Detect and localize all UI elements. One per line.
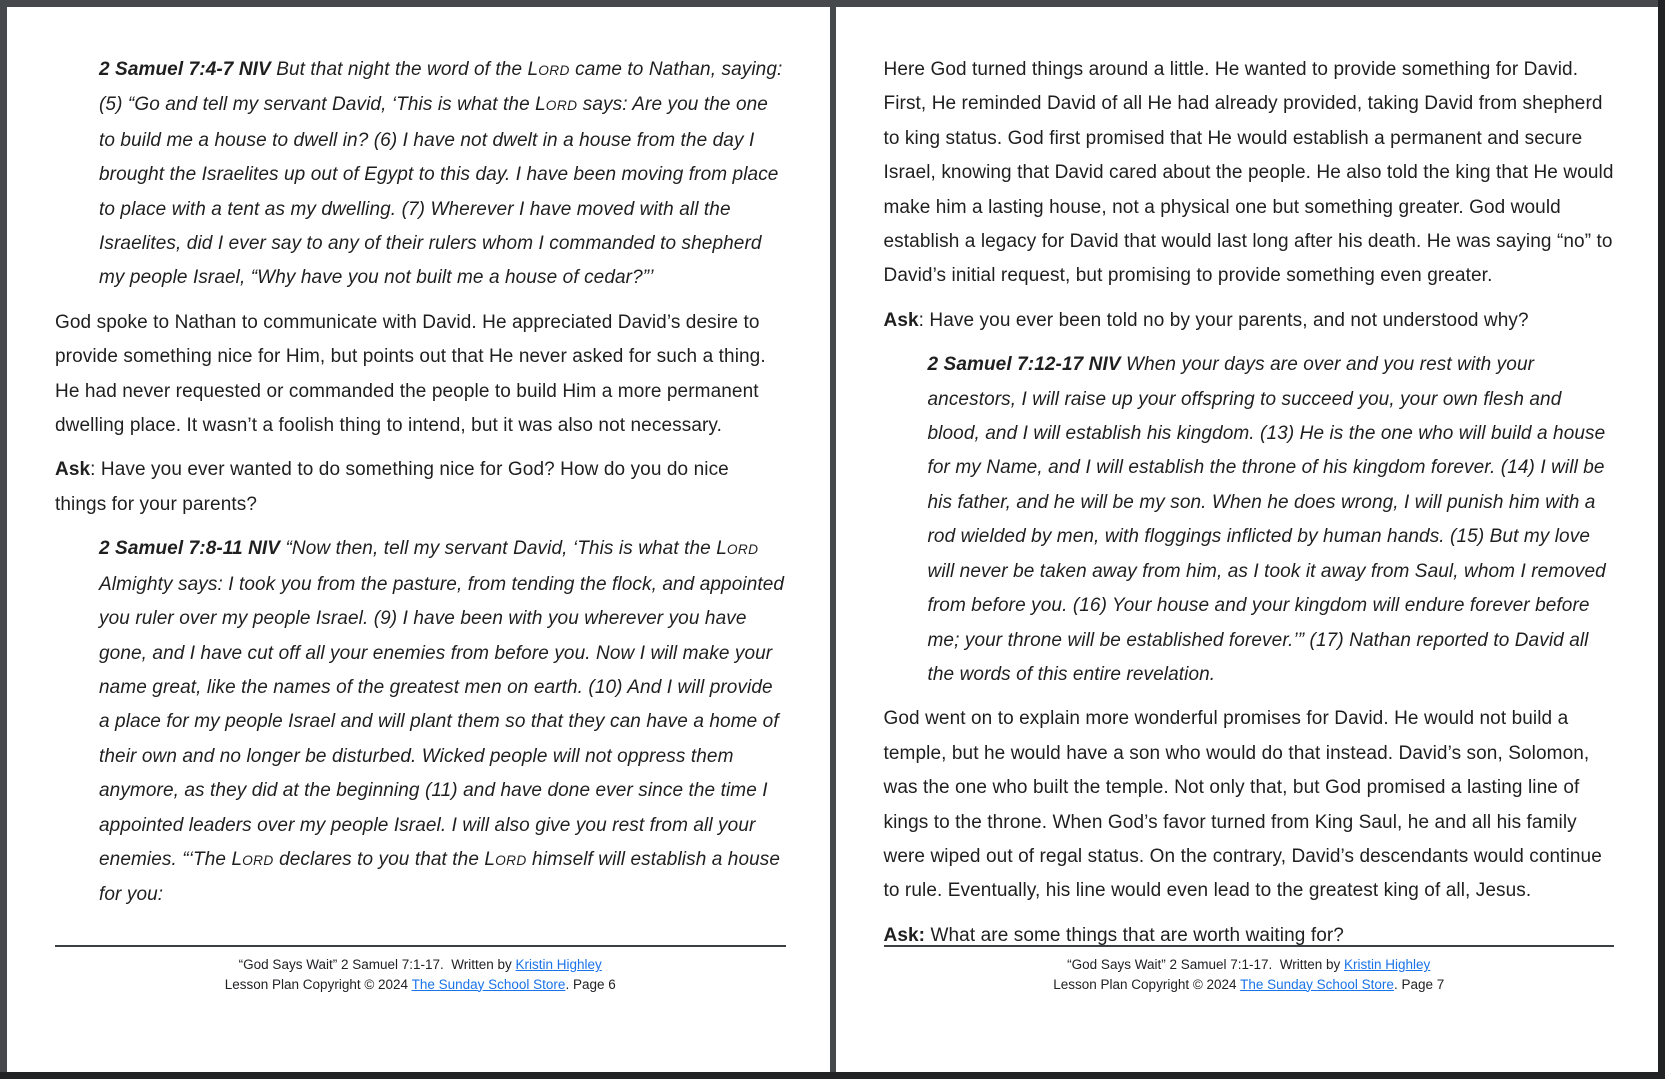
footer-title-line [884,955,1615,975]
ask-text: What are some things that are worth waiting for? [925,924,1344,946]
scripture-reference: 2 Samuel 7:4-7 NIV [99,59,277,80]
author-link[interactable]: Kristin Highley [515,957,602,972]
page-7-content [884,53,1615,953]
footer-page-number: . Page 7 [1393,976,1445,992]
footer-copyright-line [884,975,1615,995]
author-link[interactable]: Kristin Highley [1344,957,1431,972]
ask-label: Ask: [883,924,926,946]
page-6-footer [55,945,786,994]
ask-prompt [884,304,1615,338]
footer-divider [884,945,1615,947]
footer-title-line [55,955,786,975]
scripture-reference: 2 Samuel 7:12-17 NIV [927,354,1127,376]
ask-prompt [55,453,786,522]
lord-small-caps: LORD [535,94,578,116]
commentary-paragraph: God went on to explain more wonderful promises for David. He would not build a temple, but he would have a son who would do that instead. David’s son, Solomon, was the one who built the temple. Not only that, but God promised a lasting line of kings to the throne. When God’s favor turned from King Saul, he and all his family were wiped out of regal status. On the contrary, David’s descendants would continue to rule. Eventually, his line would even lead to the greatest king of all, Jesus. [883,708,1602,902]
scripture-reference: 2 Samuel 7:8-11 NIV [99,538,286,560]
commentary-paragraph: God spoke to Nathan to communicate with David. He appreciated David’s desire to provide something nice for Him, but points out that He never asked for such a thing. He had never requested or commanded the people to build Him a more permanent dwelling place. It wasn’t a foolish thing to intend, but it was also not necessary. [55,311,766,437]
page-6-content [55,53,786,913]
store-link[interactable]: The Sunday School Store [1240,976,1394,992]
footer-copyright-text: Lesson Plan Copyright © 2024 [224,976,412,992]
ask-text: : Have you ever wanted to do something nice for God? How do you do nice things for your parents? [55,459,729,515]
ask-text: : Have you ever been told no by your parents, and not understood why? [918,309,1529,331]
page-6 [7,7,830,1072]
store-link[interactable]: The Sunday School Store [411,976,566,992]
window-right-edge [1658,0,1665,1079]
lord-small-caps: LORD [231,848,274,870]
page-7-footer [884,945,1615,994]
scripture-quote [928,348,1615,692]
page-7 [836,7,1659,1072]
scripture-text: “Now then, tell my servant David, ‘This is what the LORD Almighty says: I took you from the pasture, from tending the flock, and appointed you ruler over my people Israel. (9) I have been with you wherever you have gone, and I have cut off all your enemies from before you. Now I will make your name great, like the names of the greatest men on earth. (10) And I will provide a place for my people Israel and will plant them so that they can have a home of their own and no longer be disturbed. Wicked people will not oppress them anymore, as they did at the beginning (11) and have done ever since the time I appointed leaders over my people Israel. I will also give you rest from all your enemies. “‘The LORD declares to you that the LORD himself will establish a house for you: [99,538,785,906]
window-bottom-edge [0,1072,1665,1079]
scripture-text: But that night the word of the LORD came to Nathan, saying: (5) “Go and tell my servant David, ‘This is what the LORD says: Are you the one to build me a house to dwell in? (6) I have not dwelt in a house from the day I brought the Israelites up out of Egypt to this day. I have been moving from place to place with a tent as my dwelling. (7) Wherever I have moved with all the Israelites, did I ever say to any of their rulers whom I commanded to shepherd my people Israel, “Why have you not built me a house of cedar?”’ [99,59,783,289]
scripture-quote [99,532,786,912]
footer-divider [55,945,786,947]
ask-label: Ask [55,459,91,481]
footer-title-text: “God Says Wait” 2 Samuel 7:1-17. Written by [1067,957,1345,972]
ask-label: Ask [883,309,919,331]
lord-small-caps: LORD [484,848,527,870]
scripture-quote [99,53,786,296]
footer-title-text: “God Says Wait” 2 Samuel 7:1-17. Written by [238,957,516,972]
footer-copyright-text: Lesson Plan Copyright © 2024 [1053,976,1241,992]
commentary-paragraph: Here God turned things around a little. He wanted to provide something for David. First, He reminded David of all He had already provided, taking David from shepherd to king status. God first promised that He would establish a permanent and secure Israel, knowing that David cared about the people. He also told the king that He would make him a lasting house, not a physical one but something greater. God would establish a legacy for David that would last long after his death. He was saying “no” to David’s initial request, but promising to provide something even greater. [883,59,1614,287]
footer-page-number: . Page 6 [565,976,616,992]
lord-small-caps: LORD [716,538,759,560]
footer-copyright-line [55,975,786,995]
scripture-text: When your days are over and you rest with your ancestors, I will raise up your offspring to succeed you, your own flesh and blood, and I will establish his kingdom. (13) He is the one who will build a house for my Name, and I will establish the throne of his kingdom forever. (14) I will be his father, and he will be my son. When he does wrong, I will punish him with a rod wielded by men, with floggings inflicted by human hands. (15) But my love will never be taken away from him, as I took it away from Saul, whom I removed from before you. (16) Your house and your kingdom will endure forever before me; your throne will be established forever.’” (17) Nathan reported to David all the words of this entire revelation. [927,354,1606,685]
lord-small-caps: LORD [527,59,570,80]
